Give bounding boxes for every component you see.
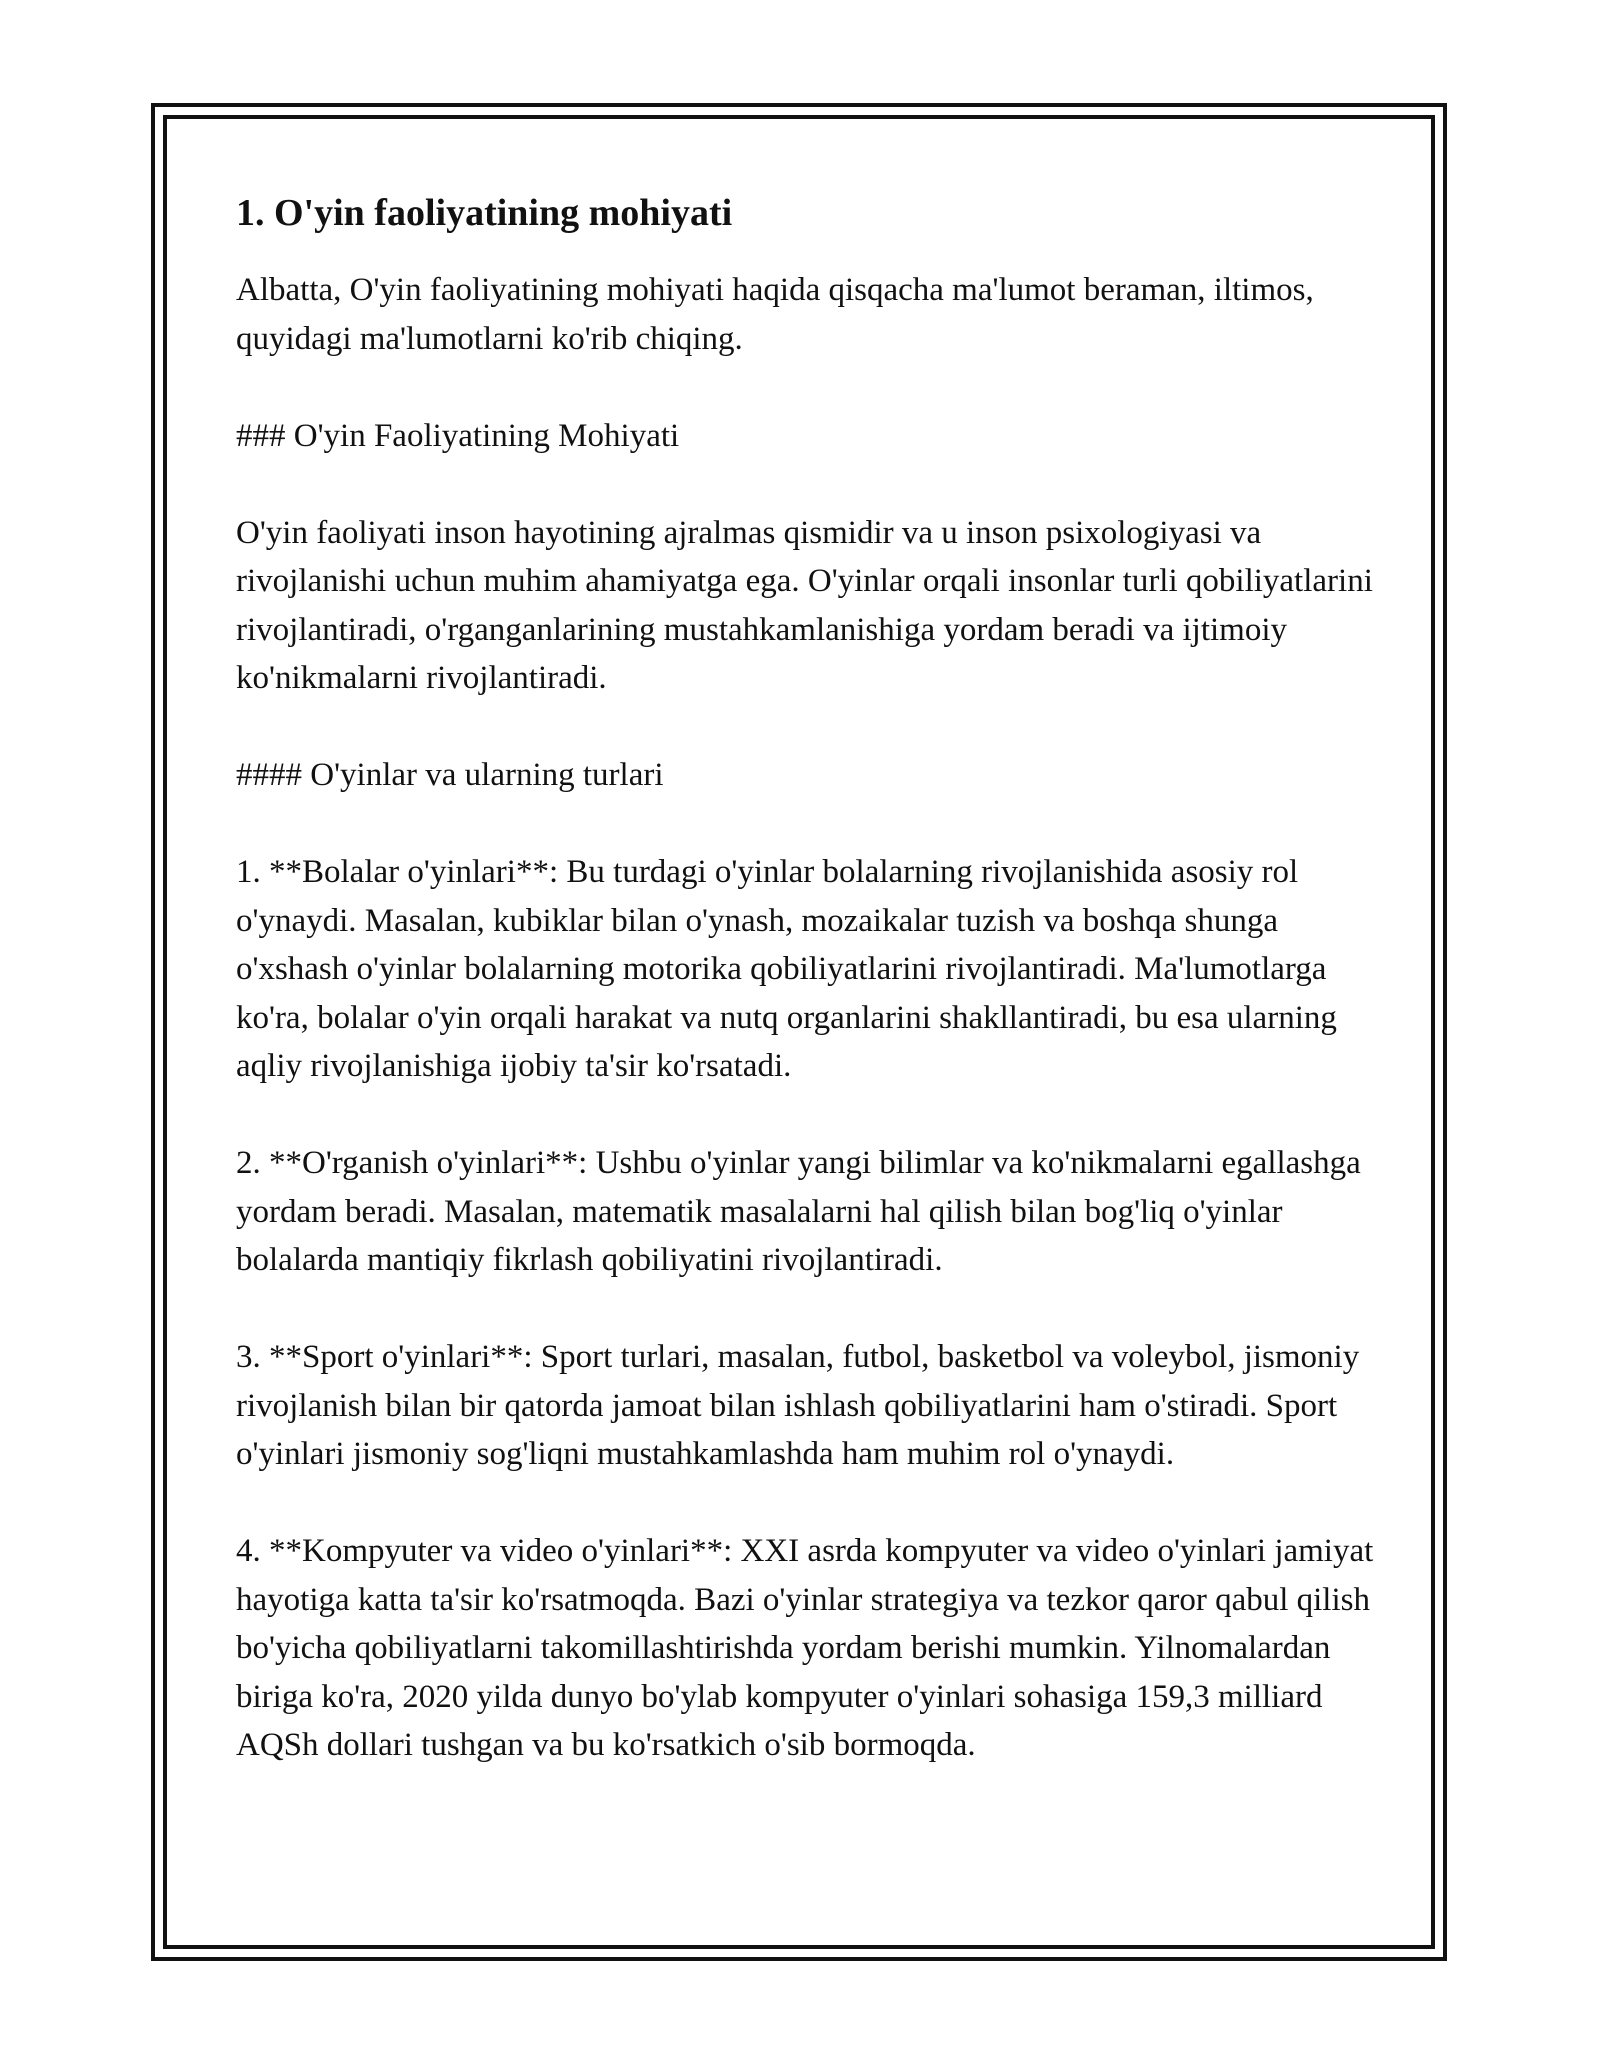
- document-content: [236, 188, 1376, 1770]
- document-title: 1. O'yin faoliyatining mohiyati: [236, 192, 733, 234]
- list-item-1: 1. **Bolalar o'yinlari**: Bu turdagi o'yinlar bolalarning rivojlanishida asosiy rol o'ynaydi. Masalan, kubiklar bilan o'ynash, mozaikalar tuzish va boshqa shunga o'xshash o'yinlar bolalarning motorika qobiliyatlarini rivojlantiradi. Ma'lumotlarga ko'ra, bolalar o'yin orqali harakat va nutq organlarini shakllantiradi, bu esa ularning aqliy rivojlanishiga ijobiy ta'sir ko'rsatadi.: [236, 854, 1337, 1084]
- list-item-2: 2. **O'rganish o'yinlari**: Ushbu o'yinlar yangi bilimlar va ko'nikmalarni egallashga yordam beradi. Masalan, matematik masalalarni hal qilish bilan bog'liq o'yinlar bolalarda mantiqiy fikrlash qobiliyatini rivojlantiradi.: [236, 1145, 1361, 1278]
- list-item-3: 3. **Sport o'yinlari**: Sport turlari, masalan, futbol, basketbol va voleybol, jismoniy rivojlanish bilan bir qatorda jamoat bilan ishlash qobiliyatlarini ham o'stiradi. Sport o'yinlari jismoniy sog'liqni mustahkamlashda ham muhim rol o'ynaydi.: [236, 1339, 1360, 1472]
- subsection-heading: #### O'yinlar va ularning turlari: [236, 757, 664, 793]
- intro-paragraph: Albatta, O'yin faoliyatining mohiyati haqida qisqacha ma'lumot beraman, iltimos, quyidagi ma'lumotlarni ko'rib chiqing.: [236, 272, 1314, 357]
- section-heading: ### O'yin Faoliyatining Mohiyati: [236, 417, 680, 454]
- list-item-4: 4. **Kompyuter va video o'yinlari**: XXI asrda kompyuter va video o'yinlari jamiyat hayotiga katta ta'sir ko'rsatmoqda. Bazi o'yinlar strategiya va tezkor qaror qabul qilish bo'yicha qobiliyatlarni takomillashtirishda yordam berishi mumkin. Yilnomalardan biriga ko'ra, 2020 yilda dunyo bo'ylab kompyuter o'yinlari sohasiga 159,3 milliard AQSh dollari tushgan va bu ko'rsatkich o'sib bormoqda.: [236, 1533, 1374, 1763]
- body-paragraph: O'yin faoliyati inson hayotining ajralmas qismidir va u inson psixologiyasi va rivojlanishi uchun muhim ahamiyatga ega. O'yinlar orqali insonlar turli qobiliyatlarini rivojlantiradi, o'rganganlarining mustahkamlanishiga yordam beradi va ijtimoiy ko'nikmalarni rivojlantiradi.: [236, 514, 1373, 696]
